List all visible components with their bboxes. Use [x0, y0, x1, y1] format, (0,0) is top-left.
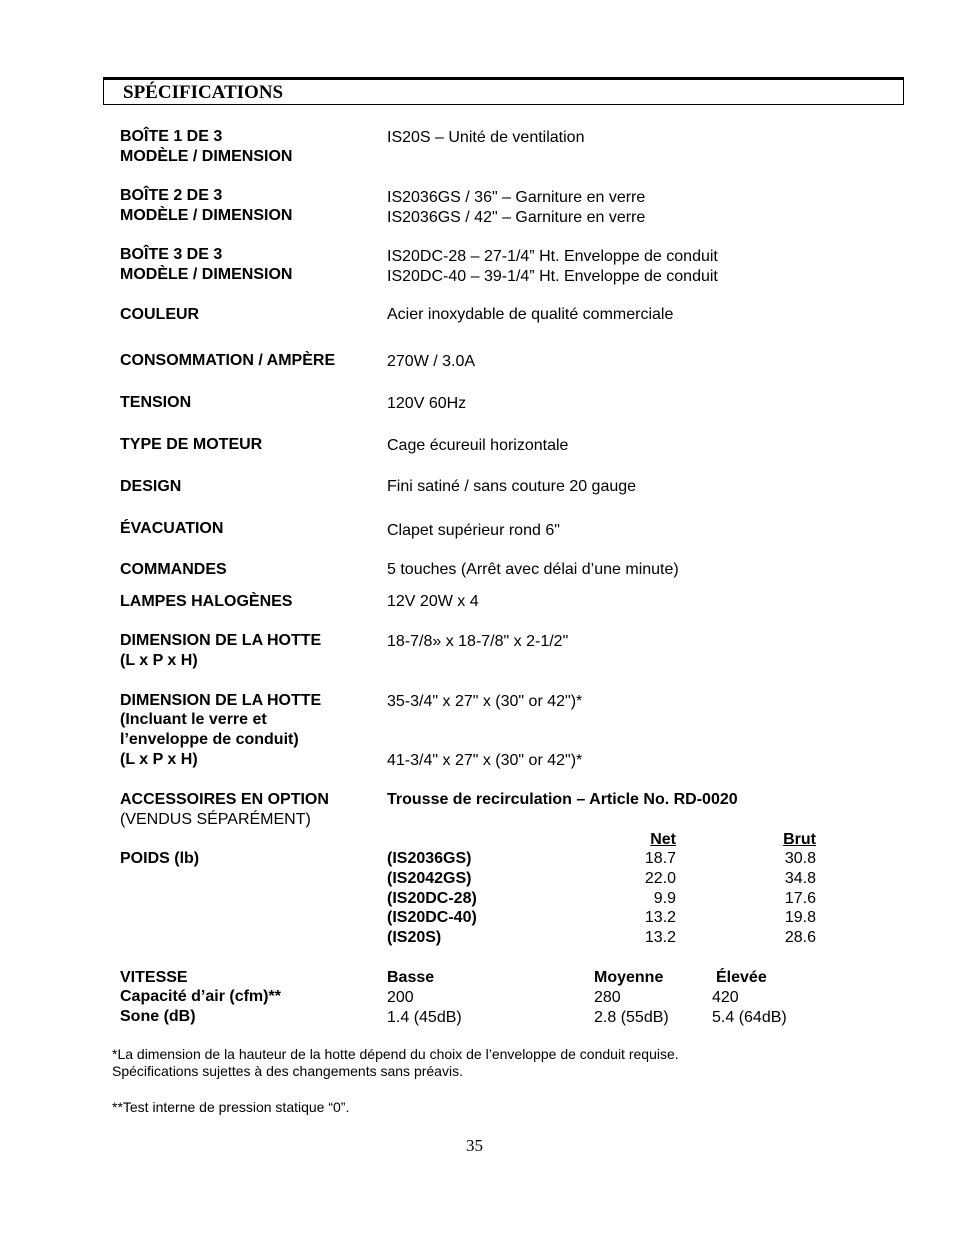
- speed-value: 200: [387, 989, 414, 1006]
- spec-value: 5 touches (Arrêt avec délai d’une minute): [387, 561, 679, 578]
- spec-value: 35-3/4" x 27" x (30" or 42")*: [387, 693, 583, 710]
- speed-value: 1.4 (45dB): [387, 1009, 462, 1026]
- section-title: SPÉCIFICATIONS: [123, 82, 284, 103]
- spec-label: TENSION: [120, 394, 192, 411]
- speed-value: 2.8 (55dB): [594, 1009, 669, 1026]
- spec-label: DESIGN: [120, 478, 182, 495]
- spec-label: BOÎTE 3 DE 3: [120, 246, 223, 263]
- speed-row-label: Sone (dB): [120, 1008, 196, 1025]
- spec-label: (L x P x H): [120, 652, 198, 669]
- spec-label: MODÈLE / DIMENSION: [120, 207, 293, 224]
- spec-label: BOÎTE 2 DE 3: [120, 187, 223, 204]
- weight-gross: 17.6: [784, 890, 816, 907]
- weight-gross: 34.8: [784, 870, 816, 887]
- weight-gross: 19.8: [784, 909, 816, 926]
- spec-value: IS20DC-40 – 39-1/4” Ht. Enveloppe de conduit: [387, 268, 718, 285]
- speed-value: 280: [594, 989, 621, 1006]
- speed-col-header: Élevée: [716, 969, 767, 986]
- weight-model: (IS2036GS): [387, 850, 472, 867]
- accessories-label: ACCESSOIRES EN OPTION: [120, 791, 329, 808]
- spec-value: 270W / 3.0A: [387, 353, 476, 370]
- spec-value: IS20DC-28 – 27-1/4” Ht. Enveloppe de conduit: [387, 248, 718, 265]
- weight-net: 18.7: [644, 850, 676, 867]
- spec-label: MODÈLE / DIMENSION: [120, 266, 293, 283]
- spec-value: 18-7/8» x 18-7/8" x 2-1/2": [387, 633, 569, 650]
- spec-label: ÉVACUATION: [120, 520, 224, 537]
- speed-col-header: Moyenne: [594, 969, 664, 986]
- weight-model: (IS20DC-40): [387, 909, 477, 926]
- weight-net: 22.0: [644, 870, 676, 887]
- spec-label: DIMENSION DE LA HOTTE: [120, 692, 322, 709]
- weight-gross: 28.6: [784, 929, 816, 946]
- spec-label: TYPE DE MOTEUR: [120, 436, 263, 453]
- weight-model: (IS20DC-28): [387, 890, 477, 907]
- weight-model: (IS20S): [387, 929, 442, 946]
- spec-label: COULEUR: [120, 306, 200, 323]
- accessories-value: Trousse de recirculation – Article No. RD-0020: [387, 791, 738, 808]
- spec-value: Fini satiné / sans couture 20 gauge: [387, 478, 637, 495]
- spec-label: (L x P x H): [120, 751, 198, 768]
- accessories-sublabel: (VENDUS SÉPARÉMENT): [120, 811, 311, 828]
- spec-label: BOÎTE 1 DE 3: [120, 128, 223, 145]
- spec-value: 41-3/4" x 27" x (30" or 42")*: [387, 752, 583, 769]
- spec-label: DIMENSION DE LA HOTTE: [120, 632, 322, 649]
- spec-value: IS2036GS / 42" – Garniture en verre: [387, 209, 646, 226]
- spec-label: MODÈLE / DIMENSION: [120, 148, 293, 165]
- weight-net: 13.2: [644, 929, 676, 946]
- weight-net: 13.2: [644, 909, 676, 926]
- spec-label: COMMANDES: [120, 561, 227, 578]
- speed-row-label: Capacité d’air (cfm)**: [120, 988, 281, 1005]
- weight-net-header: Net: [650, 831, 676, 848]
- section-header: [103, 77, 904, 105]
- footnote: Spécifications sujettes à des changements sans préavis.: [112, 1063, 463, 1079]
- spec-value: 12V 20W x 4: [387, 593, 479, 610]
- weight-gross: 30.8: [784, 850, 816, 867]
- speed-label: VITESSE: [120, 969, 188, 986]
- spec-value: IS20S – Unité de ventilation: [387, 129, 585, 146]
- spec-label: l’enveloppe de conduit): [120, 731, 299, 748]
- spec-value: 120V 60Hz: [387, 395, 467, 412]
- spec-value: Cage écureuil horizontale: [387, 437, 569, 454]
- speed-value: 420: [712, 989, 739, 1006]
- speed-value: 5.4 (64dB): [712, 1009, 787, 1026]
- spec-label: CONSOMMATION / AMPÈRE: [120, 352, 336, 369]
- weight-label: POIDS (lb): [120, 850, 200, 867]
- page-number: 35: [466, 1136, 483, 1155]
- spec-label: (Incluant le verre et: [120, 711, 267, 728]
- spec-value: IS2036GS / 36" – Garniture en verre: [387, 189, 646, 206]
- spec-value: Acier inoxydable de qualité commerciale: [387, 306, 674, 323]
- spec-value: Clapet supérieur rond 6": [387, 522, 560, 539]
- footnote: *La dimension de la hauteur de la hotte dépend du choix de l’enveloppe de conduit requise.: [112, 1046, 679, 1062]
- weight-gross-header: Brut: [783, 831, 816, 848]
- footnote: **Test interne de pression statique “0”.: [112, 1099, 350, 1115]
- weight-net: 9.9: [653, 890, 676, 907]
- spec-label: LAMPES HALOGÈNES: [120, 593, 293, 610]
- weight-model: (IS2042GS): [387, 870, 472, 887]
- speed-col-header: Basse: [387, 969, 435, 986]
